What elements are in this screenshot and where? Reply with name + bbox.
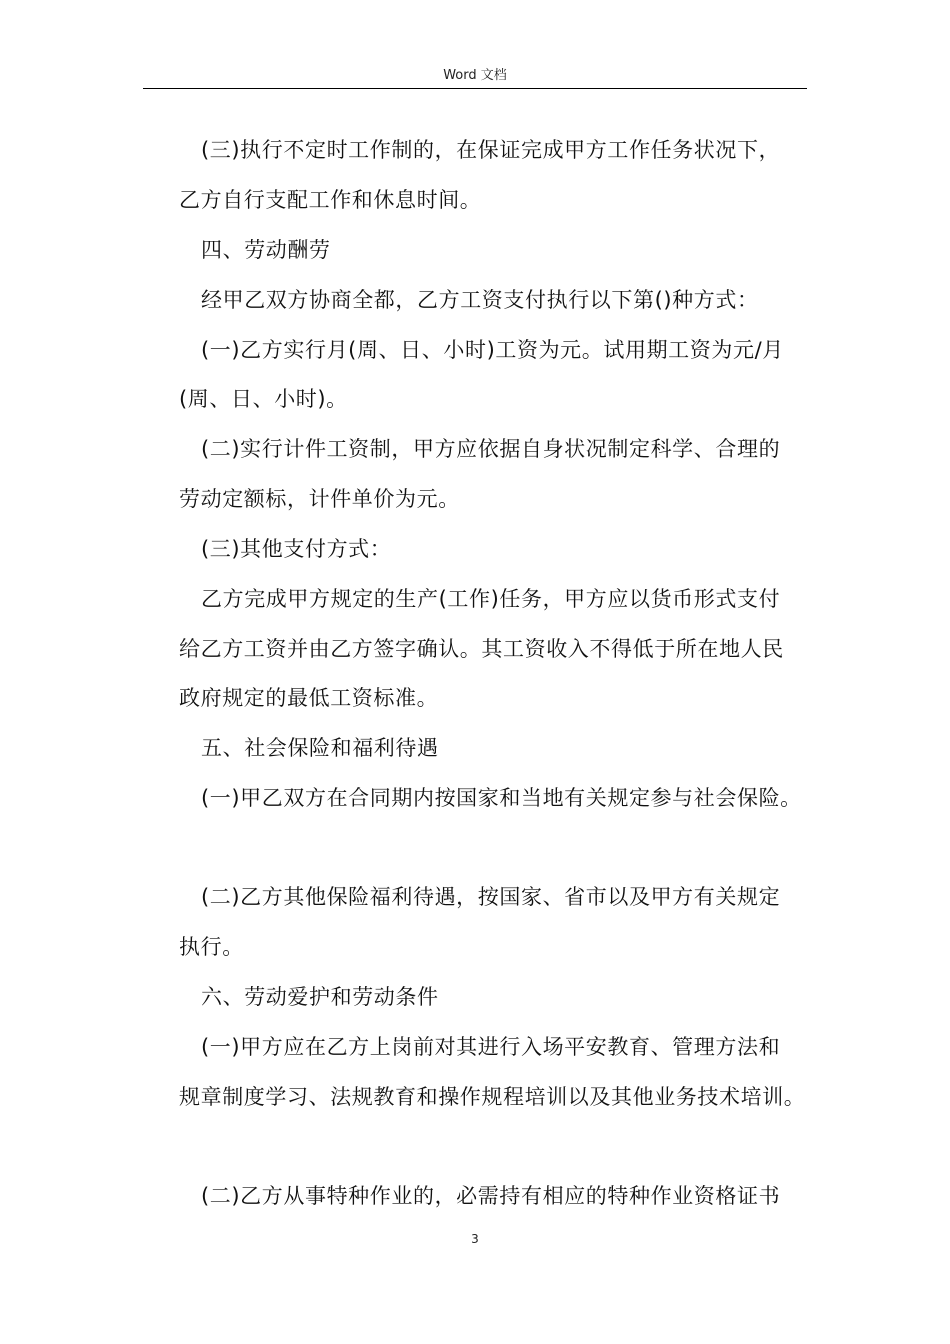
- body-line: 劳动定额标，计件单价为元。: [179, 487, 460, 511]
- body-line: 政府规定的最低工资标准。: [179, 686, 439, 710]
- body-line: 乙方完成甲方规定的生产(工作)任务，甲方应以货币形式支付: [201, 587, 781, 611]
- body-line: 执行。: [179, 935, 244, 959]
- body-line: (二)乙方其他保险福利待遇，按国家、省市以及甲方有关规定: [201, 885, 781, 909]
- body-line: (周、日、小时)。: [179, 387, 348, 411]
- body-line: (三)其他支付方式：: [201, 537, 392, 561]
- body-line: (一)乙方实行月(周、日、小时)工资为元。试用期工资为元/月: [201, 338, 784, 362]
- section-heading: 六、劳动爱护和劳动条件: [201, 985, 439, 1009]
- body-line: 规章制度学习、法规教育和操作规程培训以及其他业务技术培训。: [179, 1085, 806, 1109]
- header-title: Word 文档: [443, 68, 507, 83]
- header-divider: [143, 88, 807, 89]
- page-number: 3: [471, 1232, 479, 1246]
- body-line: (一)甲乙双方在合同期内按国家和当地有关规定参与社会保险。: [201, 786, 802, 810]
- body-line: 给乙方工资并由乙方签字确认。其工资收入不得低于所在地人民: [179, 637, 784, 661]
- body-line: (三)执行不定时工作制的，在保证完成甲方工作任务状况下，: [201, 138, 781, 162]
- body-line: (一)甲方应在乙方上岗前对其进行入场平安教育、管理方法和: [201, 1035, 781, 1059]
- section-heading: 四、劳动酬劳: [201, 238, 331, 262]
- body-line: (二)乙方从事特种作业的，必需持有相应的特种作业资格证书: [201, 1184, 781, 1208]
- body-line: 乙方自行支配工作和休息时间。: [179, 188, 482, 212]
- body-line: (二)实行计件工资制，甲方应依据自身状况制定科学、合理的: [201, 437, 781, 461]
- section-heading: 五、社会保险和福利待遇: [201, 736, 439, 760]
- body-line: 经甲乙双方协商全都，乙方工资支付执行以下第()种方式：: [201, 288, 759, 312]
